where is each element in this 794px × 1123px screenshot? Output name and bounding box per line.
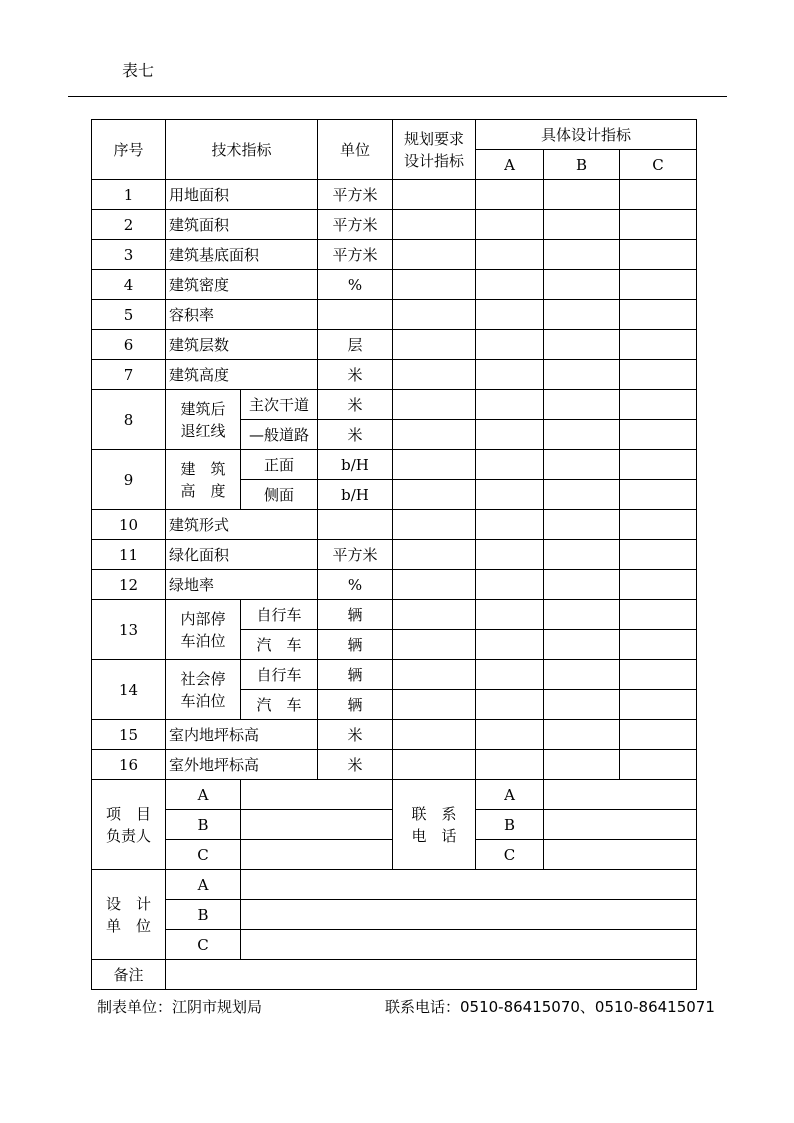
input-requirement[interactable] [393,480,476,510]
input-requirement[interactable] [393,720,476,750]
input-b[interactable] [544,480,620,510]
input-c[interactable] [620,660,697,690]
table-row [92,660,697,690]
row-number: 3 [92,240,166,270]
table-row [92,600,697,630]
header-col-b: B [544,150,620,180]
row-unit: 辆 [318,690,393,720]
input-b[interactable] [544,270,620,300]
table-row [92,510,697,540]
row-unit: % [318,570,393,600]
row-unit: 米 [318,390,393,420]
row-sub-indicator: 汽 车 [241,630,318,660]
input-b[interactable] [544,360,620,390]
row-number: 5 [92,300,166,330]
input-c[interactable] [620,390,697,420]
row-number: 2 [92,210,166,240]
table-row [92,210,697,240]
input-requirement[interactable] [393,510,476,540]
design-row [92,900,697,930]
row-indicator: 室外地坪标高 [166,750,318,780]
input-requirement[interactable] [393,270,476,300]
design-c-input[interactable] [241,930,697,960]
input-a[interactable] [476,570,544,600]
table-row [92,330,697,360]
row-unit: 米 [318,720,393,750]
header-col-a: A [476,150,544,180]
input-b[interactable] [544,240,620,270]
input-a[interactable] [476,690,544,720]
input-c[interactable] [620,600,697,630]
phone-label-line1: 联 系 [411,804,457,823]
leader-a-label: A [166,780,241,810]
leader-label-line1: 项 目 [105,804,151,823]
input-a[interactable] [476,270,544,300]
leader-c-label: C [166,840,241,870]
row-group-label-line1: 建筑后 [180,399,226,418]
table-row [92,720,697,750]
input-a[interactable] [476,720,544,750]
input-a[interactable] [476,540,544,570]
row-sub-indicator: 自行车 [241,600,318,630]
input-c[interactable] [620,540,697,570]
design-b-input[interactable] [241,900,697,930]
remark-input[interactable] [166,960,697,990]
input-b[interactable] [544,630,620,660]
input-b[interactable] [544,540,620,570]
input-a[interactable] [476,450,544,480]
phone-c-label: C [476,840,544,870]
design-unit-label [92,870,166,960]
row-sub-indicator: 自行车 [241,660,318,690]
leader-label [92,780,166,870]
row-indicator: 建筑形式 [166,510,318,540]
row-number: 13 [92,600,166,660]
design-unit-label-line1: 设 计 [105,894,151,913]
row-sub-indicator: 汽 车 [241,690,318,720]
input-b[interactable] [544,510,620,540]
footer-contact-phone: 联系电话：0510-86415070、0510-86415071 [385,998,715,1016]
row-indicator: 建筑层数 [166,330,318,360]
input-a[interactable] [476,360,544,390]
input-requirement[interactable] [393,180,476,210]
header-rule [68,96,727,97]
input-b[interactable] [544,690,620,720]
table-row [92,390,697,420]
input-a[interactable] [476,480,544,510]
input-b[interactable] [544,420,620,450]
row-unit: 平方米 [318,540,393,570]
header-specific: 具体设计指标 [476,120,697,150]
input-c[interactable] [620,270,697,300]
input-b[interactable] [544,450,620,480]
input-b[interactable] [544,300,620,330]
input-requirement[interactable] [393,390,476,420]
input-c[interactable] [620,300,697,330]
row-number: 16 [92,750,166,780]
design-row [92,870,697,900]
input-a[interactable] [476,300,544,330]
phone-c-input[interactable] [544,840,697,870]
design-unit-label-line2: 单 位 [105,916,151,935]
row-unit: 米 [318,750,393,780]
input-c[interactable] [620,180,697,210]
phone-b-input[interactable] [544,810,697,840]
row-number: 1 [92,180,166,210]
input-b[interactable] [544,660,620,690]
row-unit [318,510,393,540]
table-row [92,360,697,390]
row-number: 6 [92,330,166,360]
row-unit: 辆 [318,600,393,630]
table-row [92,450,697,480]
row-unit [318,300,393,330]
header-requirement-line1: 规划要求 [404,129,465,148]
remark-row [92,960,697,990]
input-c[interactable] [620,450,697,480]
input-requirement[interactable] [393,570,476,600]
input-b[interactable] [544,390,620,420]
row-group-label [166,660,241,720]
input-a[interactable] [476,240,544,270]
row-indicator: 用地面积 [166,180,318,210]
leader-b-input[interactable] [241,810,393,840]
leader-a-input[interactable] [241,780,393,810]
table-row [92,180,697,210]
input-c[interactable] [620,360,697,390]
phone-label [393,780,476,870]
input-requirement[interactable] [393,330,476,360]
design-c-label: C [166,930,241,960]
row-unit: 平方米 [318,210,393,240]
input-a[interactable] [476,390,544,420]
phone-label-line2: 电 话 [411,826,457,845]
input-a[interactable] [476,420,544,450]
input-c[interactable] [620,510,697,540]
row-group-label-line2: 车泊位 [180,631,226,650]
input-c[interactable] [620,720,697,750]
input-b[interactable] [544,600,620,630]
row-unit: 平方米 [318,180,393,210]
design-b-label: B [166,900,241,930]
input-requirement[interactable] [393,630,476,660]
row-indicator: 容积率 [166,300,318,330]
input-a[interactable] [476,660,544,690]
header-seq: 序号 [92,120,166,180]
row-group-label-line2: 退红线 [180,421,226,440]
row-indicator: 建筑密度 [166,270,318,300]
input-requirement[interactable] [393,750,476,780]
row-unit: b/H [318,480,393,510]
row-unit: % [318,270,393,300]
input-a[interactable] [476,750,544,780]
row-number: 15 [92,720,166,750]
row-indicator: 建筑高度 [166,360,318,390]
input-a[interactable] [476,510,544,540]
input-a[interactable] [476,180,544,210]
design-row [92,930,697,960]
input-requirement[interactable] [393,300,476,330]
input-requirement[interactable] [393,240,476,270]
row-unit: 米 [318,420,393,450]
phone-a-label: A [476,780,544,810]
input-a[interactable] [476,600,544,630]
input-requirement[interactable] [393,420,476,450]
input-a[interactable] [476,210,544,240]
input-requirement[interactable] [393,540,476,570]
input-c[interactable] [620,630,697,660]
input-a[interactable] [476,630,544,660]
row-group-label [166,450,241,510]
phone-a-input[interactable] [544,780,697,810]
header-unit: 单位 [318,120,393,180]
input-c[interactable] [620,210,697,240]
row-indicator: 绿地率 [166,570,318,600]
row-group-label-line1: 社会停 [180,669,226,688]
row-unit: 辆 [318,630,393,660]
input-requirement[interactable] [393,210,476,240]
row-unit: 米 [318,360,393,390]
table-row [92,270,697,300]
header-col-c: C [620,150,697,180]
row-number: 9 [92,450,166,510]
row-group-label [166,600,241,660]
input-requirement[interactable] [393,660,476,690]
input-b[interactable] [544,750,620,780]
input-requirement[interactable] [393,690,476,720]
row-number: 12 [92,570,166,600]
row-sub-indicator: 正面 [241,450,318,480]
row-indicator: 建筑基底面积 [166,240,318,270]
row-sub-indicator: 侧面 [241,480,318,510]
row-sub-indicator: —般道路 [241,420,318,450]
row-number: 11 [92,540,166,570]
row-group-label-line2: 车泊位 [180,691,226,710]
header-requirement [393,120,476,180]
remark-label: 备注 [92,960,166,990]
row-indicator: 建筑面积 [166,210,318,240]
input-b[interactable] [544,330,620,360]
input-c[interactable] [620,750,697,780]
table-row [92,540,697,570]
row-sub-indicator: 主次干道 [241,390,318,420]
table-row [92,750,697,780]
row-number: 14 [92,660,166,720]
row-unit: 层 [318,330,393,360]
input-c[interactable] [620,420,697,450]
input-c[interactable] [620,570,697,600]
input-c[interactable] [620,690,697,720]
input-c[interactable] [620,330,697,360]
row-unit: 辆 [318,660,393,690]
input-b[interactable] [544,570,620,600]
row-unit: 平方米 [318,240,393,270]
leader-c-input[interactable] [241,840,393,870]
row-group-label-line1: 建 筑 [180,459,226,478]
header-requirement-line2: 设计指标 [404,151,465,170]
footer-issuer: 制表单位：江阴市规划局 [97,998,263,1016]
design-a-input[interactable] [241,870,697,900]
table-number-label: 表七 [122,61,155,80]
leader-row [92,780,697,810]
input-a[interactable] [476,330,544,360]
row-group-label-line2: 高 度 [180,481,226,500]
leader-b-label: B [166,810,241,840]
row-unit: b/H [318,450,393,480]
input-requirement[interactable] [393,360,476,390]
row-number: 7 [92,360,166,390]
table-row [92,240,697,270]
input-b[interactable] [544,210,620,240]
planning-indicator-table [91,119,697,990]
input-requirement[interactable] [393,450,476,480]
header-indicator: 技术指标 [166,120,318,180]
input-requirement[interactable] [393,600,476,630]
table-row [92,300,697,330]
row-indicator: 室内地坪标高 [166,720,318,750]
row-number: 8 [92,390,166,450]
table-row [92,570,697,600]
row-group-label-line1: 内部停 [180,609,226,628]
row-indicator: 绿化面积 [166,540,318,570]
row-group-label [166,390,241,450]
phone-b-label: B [476,810,544,840]
row-number: 4 [92,270,166,300]
leader-label-line2: 负责人 [105,826,151,845]
input-c[interactable] [620,480,697,510]
design-a-label: A [166,870,241,900]
input-b[interactable] [544,180,620,210]
input-c[interactable] [620,240,697,270]
row-number: 10 [92,510,166,540]
input-b[interactable] [544,720,620,750]
